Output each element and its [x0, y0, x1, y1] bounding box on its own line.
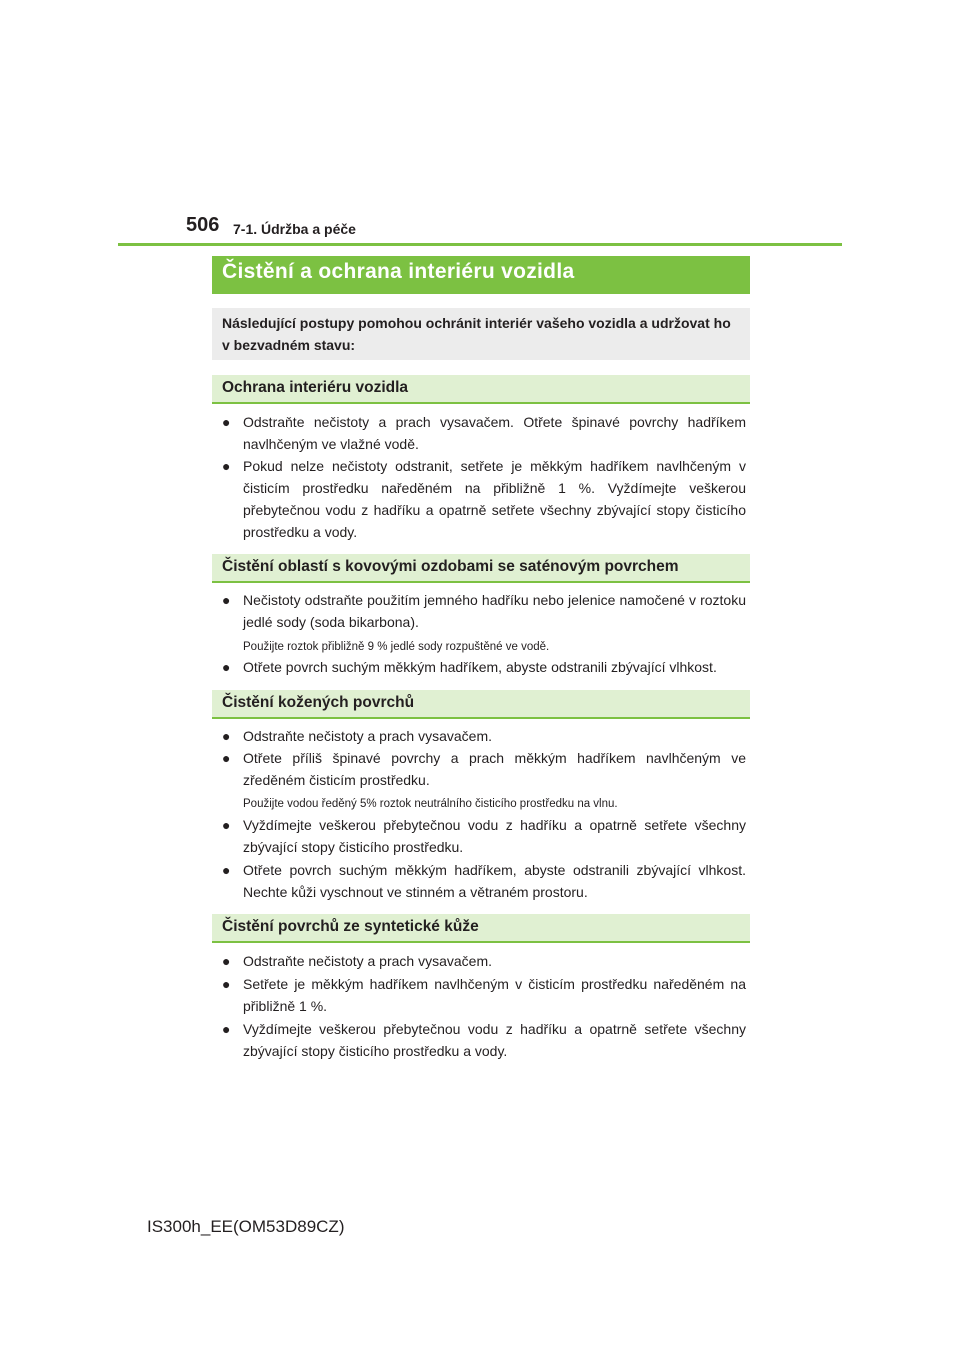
- bullet-icon: ●: [222, 728, 231, 744]
- list-item: [222, 656, 746, 678]
- section-heading-text: Ochrana interiéru vozidla: [222, 379, 409, 396]
- list-item-text: Vyždímejte veškerou přebytečnou vodu z hadříku a opatrně setřete všechny zbývající stopy čisticího prostředku.: [243, 817, 746, 855]
- section-heading-text: Čistění kožených povrchů: [222, 694, 415, 711]
- section-title: 7-1. Údržba a péče: [233, 221, 356, 237]
- bullet-icon: ●: [222, 592, 231, 608]
- list-item: [222, 1018, 746, 1062]
- list-item-text: Setřete je měkkým hadříkem navlhčeným v čisticím prostředku naředěném na přibližně 1 %.: [243, 976, 746, 1014]
- list-item-text: Otřete povrch suchým měkkým hadříkem, abyste odstranili zbývající vlhkost. Nechte kůži vyschnout ve stinném a větraném prostoru.: [243, 862, 746, 900]
- bullet-icon: ●: [222, 750, 231, 766]
- note-text: Použijte vodou ředěný 5% roztok neutrálního čisticího prostředku na vlnu.: [243, 798, 618, 810]
- list-item: [222, 747, 746, 791]
- list-item: [222, 950, 746, 972]
- intro-text: Následující postupy pomohou ochránit interiér vašeho vozidla a udržovat ho v bezvadném stavu:: [222, 315, 731, 353]
- bullet-icon: ●: [222, 659, 231, 675]
- list-item-text: Otřete povrch suchým měkkým hadříkem, abyste odstranili zbývající vlhkost.: [243, 659, 717, 675]
- list-item-text: Pokud nelze nečistoty odstranit, setřete je měkkým hadříkem navlhčeným v čisticím prostředku naředěném na přibližně 1 %. Vyždímejte veškerou přebytečnou vodu z hadříku a opatrně setřete všechny zbývající stopy čisticího prostředku a vody.: [243, 458, 746, 540]
- section-heading: [212, 914, 750, 943]
- main-title-bar: [212, 256, 750, 294]
- bullet-icon: ●: [222, 1021, 231, 1037]
- section-heading: [212, 554, 750, 583]
- bullet-icon: ●: [222, 817, 231, 833]
- intro-box: [212, 308, 750, 360]
- bullet-icon: ●: [222, 862, 231, 878]
- bullet-icon: ●: [222, 414, 231, 430]
- footer-model-code: IS300h_EE(OM53D89CZ): [147, 1217, 345, 1236]
- list-item: [222, 859, 746, 903]
- bullet-icon: ●: [222, 458, 231, 474]
- note-text: Použijte roztok přibližně 9 % jedlé sody rozpuštěné ve vodě.: [243, 641, 550, 653]
- bullet-icon: ●: [222, 976, 231, 992]
- list-item: [222, 589, 746, 633]
- section-heading-text: Čistění povrchů ze syntetické kůže: [222, 918, 479, 935]
- section-heading-text: Čistění oblastí s kovovými ozdobami se saténovým povrchem: [222, 558, 679, 575]
- list-item-text: Nečistoty odstraňte použitím jemného hadříku nebo jelenice namočené v roztoku jedlé sody (soda bikarbona).: [243, 592, 746, 630]
- section-heading: [212, 690, 750, 719]
- list-item-text: Odstraňte nečistoty a prach vysavačem.: [243, 953, 492, 969]
- page-number: 506: [186, 214, 220, 236]
- list-item: [222, 455, 746, 543]
- list-item-text: Odstraňte nečistoty a prach vysavačem. Otřete špinavé povrchy hadříkem navlhčeným ve vlažné vodě.: [243, 414, 746, 452]
- list-item-text: Vyždímejte veškerou přebytečnou vodu z hadříku a opatrně setřete všechny zbývající stopy čisticího prostředku a vody.: [243, 1021, 746, 1059]
- main-title: Čistění a ochrana interiéru vozidla: [222, 260, 575, 283]
- section-heading: [212, 375, 750, 404]
- list-item-text: Otřete příliš špinavé povrchy a prach měkkým hadříkem navlhčeným ve zředěném čisticím prostředku.: [243, 750, 746, 788]
- list-item: [222, 411, 746, 455]
- header-divider: [118, 243, 842, 246]
- list-item: [222, 814, 746, 858]
- list-item: [222, 973, 746, 1017]
- list-item: [222, 725, 746, 747]
- bullet-icon: ●: [222, 953, 231, 969]
- list-item-text: Odstraňte nečistoty a prach vysavačem.: [243, 728, 492, 744]
